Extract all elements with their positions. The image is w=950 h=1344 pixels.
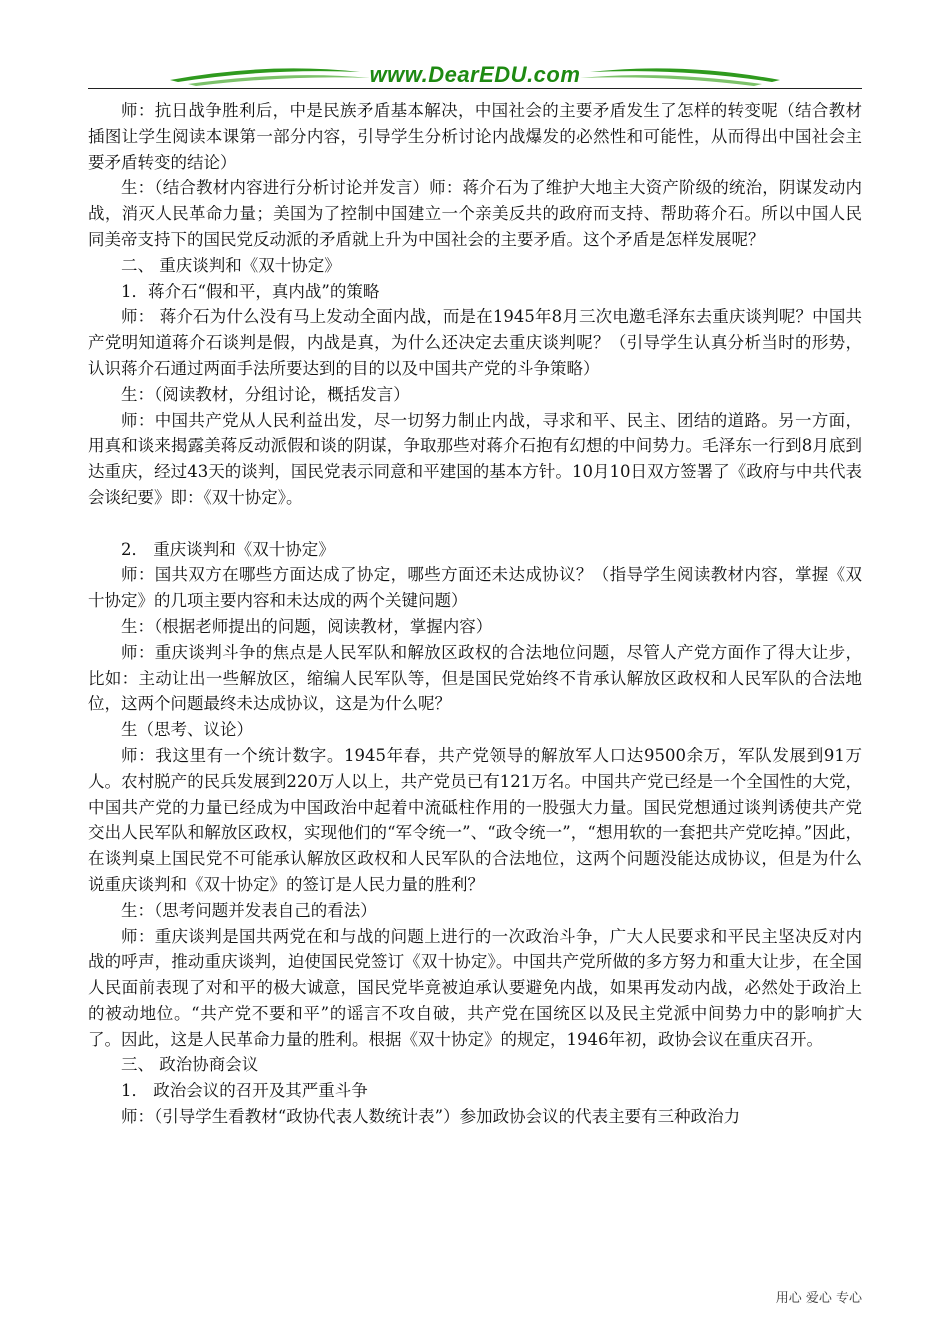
paragraph: 师：重庆谈判斗争的焦点是人民军队和解放区政权的合法地位问题，尽管人产党方面作了得大让步，比如：主动让出一些解放区，缩编人民军队等，但是国民党始终不肯承认解放区政权和人民军队的合法地位，这两个问题最终未达成协议，这是为什么呢？ (88, 642, 862, 714)
section-heading: 三、 政治协商会议 (121, 1055, 259, 1075)
site-logo-text: www.DearEDU.com (369, 62, 581, 87)
paragraph: 师：国共双方在哪些方面达成了协定，哪些方面还未达成协议？（指导学生阅读教材内容，掌握《双十协定》的几项主要内容和未达成的两个关键问题） (88, 565, 862, 611)
header-rule (88, 88, 862, 89)
paragraph: 师： 蒋介石为什么没有马上发动全面内战，而是在1945年8月三次电邀毛泽东去重庆谈判呢？中国共产党明知道蒋介石谈判是假，内战是真，为什么还决定去重庆谈判呢？（引导学生认真分析当时的形势，认识蒋介石通过两面手法所要达到的目的以及中国共产党的斗争策略） (88, 307, 862, 378)
footer-slogan: 用心 爱心 专心 (775, 1291, 862, 1306)
subsection-heading: 1．蒋介石“假和平，真内战”的策略 (121, 281, 380, 301)
paragraph: 生：（思考问题并发表自己的看法） (121, 900, 377, 920)
paragraph: 生：（根据老师提出的问题，阅读教材，掌握内容） (121, 616, 493, 636)
paragraph: 生：（阅读教材，分组讨论，概括发言） (121, 384, 410, 404)
paragraph: 师：我这里有一个统计数字。1945年春，共产党领导的解放军人口达9500余万，军队发展到91万人。农村脱产的民兵发展到220万人以上，共产党员已有121万名。中国共产党已经是一个全国性的大党，中国共产党的力量已经成为中国政治中起着中流砥柱作用的一股强大力量。国民党想通过谈判诱使共产党交出人民军队和解放区政权，实现他们的“军令统一”、“政令统一”，“想用软的一套把共产党吃掉。”因此，在谈判桌上国民党不可能承认解放区政权和人民军队的合法地位，这两个问题没能达成协议，但是为什么说重庆谈判和《双十协定》的签订是人民力量的胜利？ (88, 745, 862, 894)
paragraph: 师：中国共产党从人民利益出发，尽一切努力制止内战，寻求和平、民主、团结的道路。另一方面，用真和谈来揭露美蒋反动派假和谈的阴谋，争取那些对蒋介石抱有幻想的中间势力。毛泽东一行到8月底到达重庆，经过43天的谈判，国民党表示同意和平建国的基本方针。10月10日双方签署了《政府与中共代表会谈纪要》即：《双十协定》。 (88, 410, 862, 507)
section-heading: 二、 重庆谈判和《双十协定》 (121, 255, 341, 275)
document-body (88, 98, 862, 1130)
paragraph: 生（思考、议论） (121, 720, 253, 740)
paragraph: 生：（结合教材内容进行分析讨论并发言）师：蒋介石为了维护大地主大资产阶级的统治，阴谋发动内战，消灭人民革命力量；美国为了控制中国建立一个亲美反共的政府而支持、帮助蒋介石。所以中国人民同美帝支持下的国民党反动派的矛盾就上升为中国社会的主要矛盾。这个矛盾是怎样发展呢？ (88, 178, 862, 249)
subsection-heading: 1． 政治会议的召开及其严重斗争 (121, 1081, 368, 1101)
paragraph: 师：（引导学生看教材“政协代表人数统计表”）参加政协会议的代表主要有三种政治力 (121, 1107, 741, 1127)
paragraph: 师：重庆谈判是国共两党在和与战的问题上进行的一次政治斗争，广大人民要求和平民主坚决反对内战的呼声，推动重庆谈判，迫使国民党签订《双十协定》。中国共产党所做的多方努力和重大让步，在全国人民面前表现了对和平的极大诚意，国民党毕竟被迫承认要避免内战，如果再发动内战，必然处于政治上的被动地位。“共产党不要和平”的谣言不攻自破，共产党在国统区以及民主党派中间势力中的影响扩大了。因此，这是人民革命力量的胜利。根据《双十协定》的规定，1946年初，政协会议在重庆召开。 (88, 926, 862, 1049)
subsection-heading: 2． 重庆谈判和《双十协定》 (121, 539, 335, 559)
site-header (88, 58, 862, 92)
paragraph: 师：抗日战争胜利后，中是民族矛盾基本解决，中国社会的主要矛盾发生了怎样的转变呢（结合教材插图让学生阅读本课第一部分内容，引导学生分析讨论内战爆发的必然性和可能性，从而得出中国社会主要矛盾转变的结论） (88, 101, 862, 172)
